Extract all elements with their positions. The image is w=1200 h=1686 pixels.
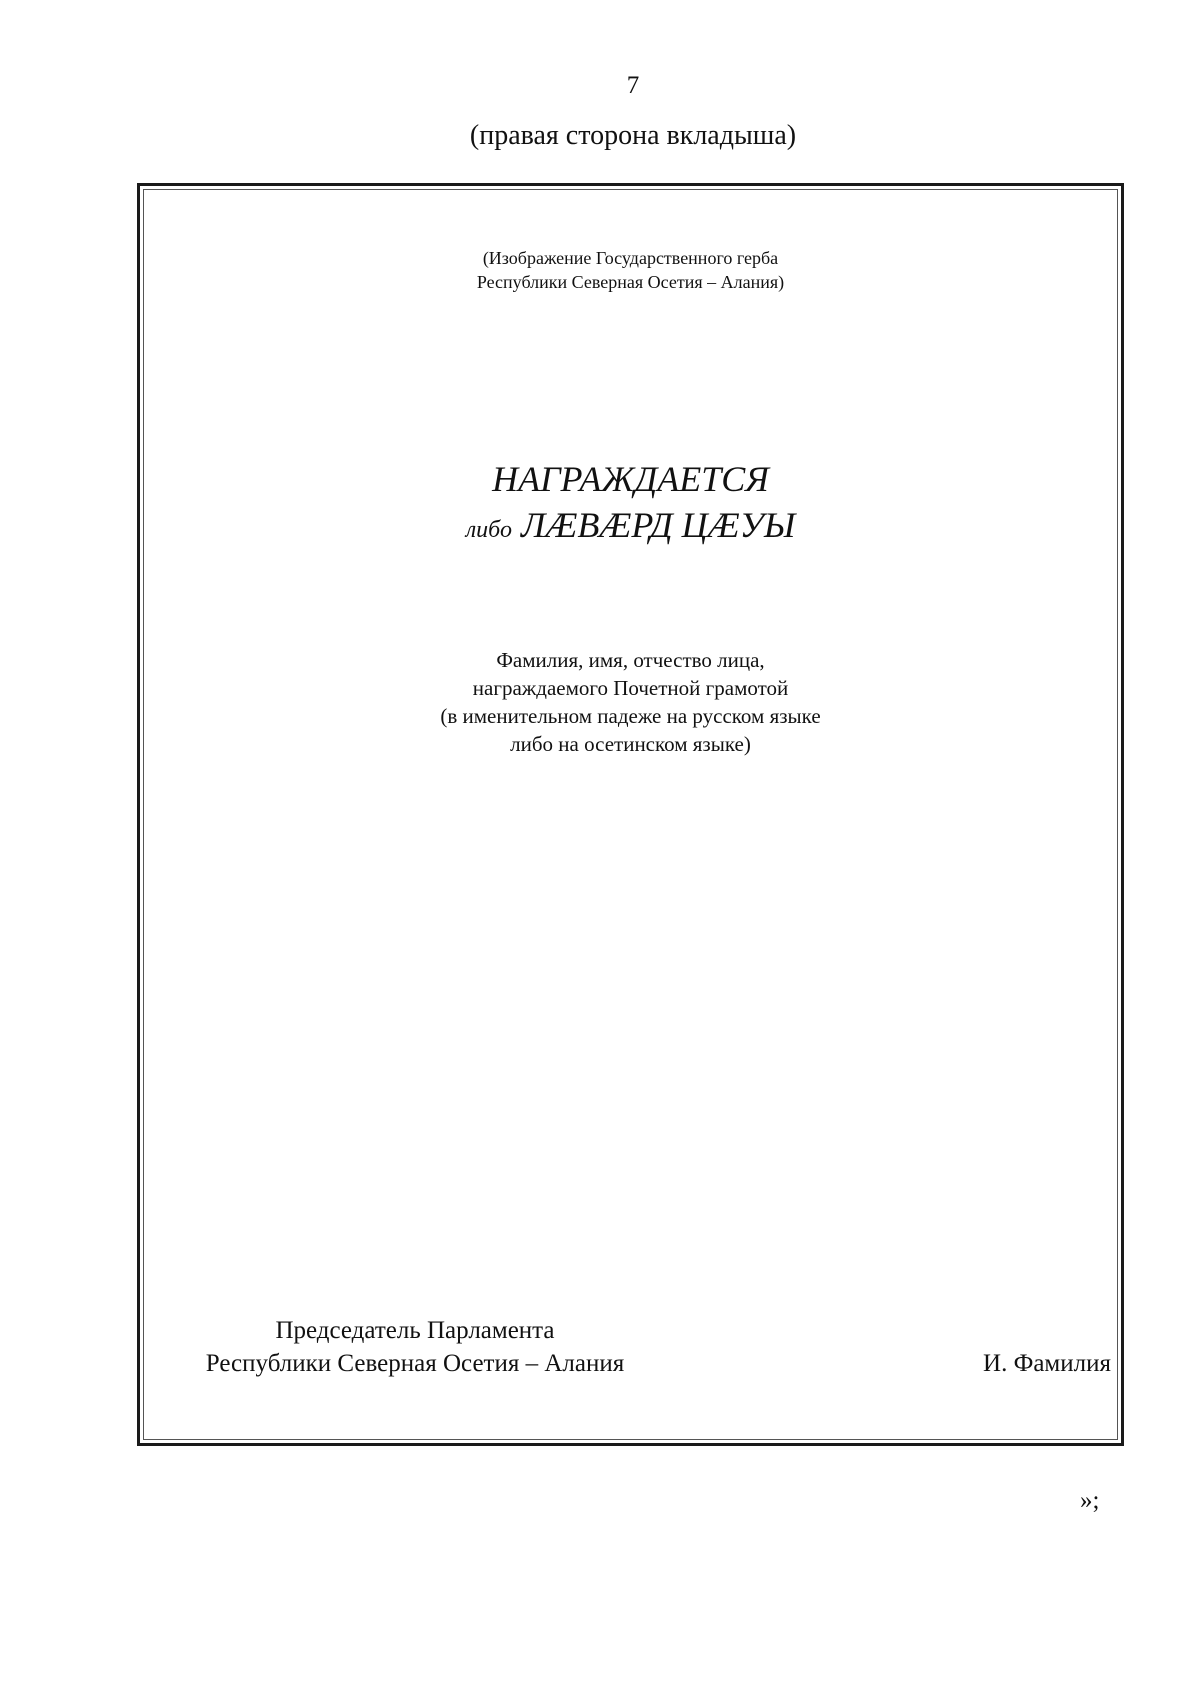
awarded-heading: НАГРАЖДАЕТСЯ [492,459,769,499]
signatory-name: И. Фамилия [983,1350,1111,1377]
page-heading: (правая сторона вкладыша) [469,120,797,151]
closing-quote: »; [1080,1487,1100,1514]
recipient-note-line: либо на осетинском языке) [510,732,751,756]
recipient-note-line: Фамилия, имя, отчество лица, [496,648,765,672]
signatory-title-line: Председатель Парламента [275,1317,555,1344]
awarded-heading-ossetian [140,502,1121,553]
recipient-placeholder-note [140,646,1121,758]
page-number: 7 [626,72,640,99]
awarded-alt-prefix: либо [465,517,512,543]
awarded-alt-main: ЛÆВÆРД ЦÆУЫ [520,505,796,545]
signatory-title-line: Республики Северная Осетия – Алания [205,1350,625,1377]
emblem-note-line: Республики Северная Осетия – Алания) [476,272,785,292]
recipient-note-line: награждаемого Почетной грамотой [472,676,789,700]
emblem-placeholder-note [140,246,1121,294]
recipient-note-line: (в именительном падеже на русском языке [440,704,821,728]
emblem-note-line: (Изображение Государственного герба [482,248,779,268]
awarded-block [140,456,1121,553]
insert-frame [137,183,1124,1446]
signatory-title [180,1314,650,1380]
